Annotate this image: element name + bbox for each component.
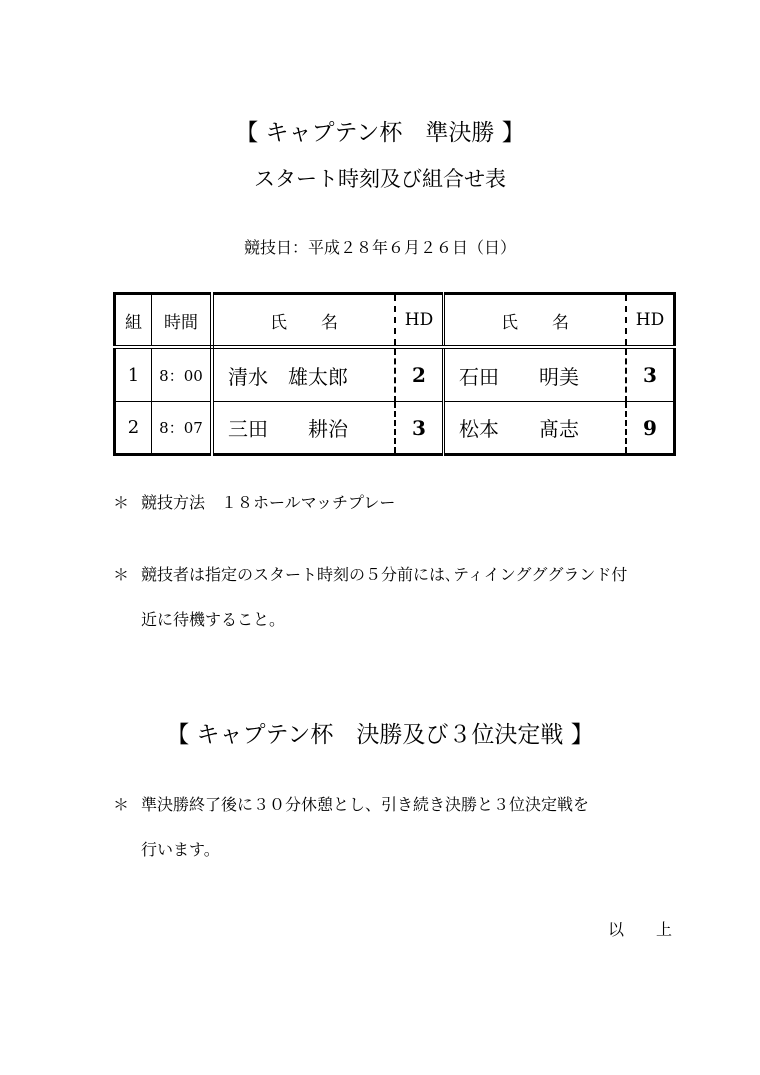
- note-final-line1: 準決勝終了後に３０分休憩とし、引き続き決勝と３位決定戦を: [141, 795, 590, 814]
- header-hd-2: HD: [626, 294, 675, 348]
- player-name: 松本 髙志: [444, 402, 627, 455]
- pairing-table: [113, 292, 676, 456]
- closing-mark: 以 上: [608, 920, 673, 939]
- header-time: 時間: [152, 294, 213, 348]
- table-row: [115, 347, 675, 402]
- table-row: [115, 402, 675, 455]
- note-waiting-line1: 競技者は指定のスタート時刻の５分前には､ティイングググランド付: [141, 565, 628, 584]
- final-section-title: 【 キャプテン杯 決勝及び３位決定戦 】: [166, 722, 594, 748]
- player-name: 石田 明美: [444, 347, 627, 402]
- start-time: 8：07: [152, 402, 213, 455]
- asterisk-bullet: ＊: [113, 565, 130, 584]
- page-title: 【 キャプテン杯 準決勝 】: [235, 120, 525, 146]
- player-name: 清水 雄太郎: [212, 347, 395, 402]
- asterisk-bullet: ＊: [113, 795, 130, 814]
- group-number: 2: [115, 402, 152, 455]
- header-hd-1: HD: [395, 294, 444, 348]
- note-final-line2: 行います。: [141, 840, 220, 859]
- table-header-row: [115, 294, 675, 348]
- note-method: [113, 490, 395, 513]
- player-handicap: 3: [395, 402, 444, 455]
- asterisk-bullet: ＊: [113, 493, 130, 512]
- header-name-2: 氏 名: [444, 294, 627, 348]
- note-waiting-line2: 近に待機すること。: [141, 610, 286, 629]
- player-handicap: 3: [626, 347, 675, 402]
- start-time: 8：00: [152, 347, 213, 402]
- player-handicap: 2: [395, 347, 444, 402]
- competition-date: 競技日：平成２８年６月２６日（日）: [243, 238, 516, 257]
- note-method-text: 競技方法 １８ホールマッチプレー: [141, 493, 396, 512]
- player-handicap: 9: [626, 402, 675, 455]
- header-group: 組: [115, 294, 152, 348]
- player-name: 三田 耕治: [212, 402, 395, 455]
- page-subtitle: スタート時刻及び組合せ表: [254, 167, 506, 191]
- header-name-1: 氏 名: [212, 294, 395, 348]
- note-waiting: [113, 562, 627, 585]
- note-final: [113, 792, 589, 815]
- group-number: 1: [115, 347, 152, 402]
